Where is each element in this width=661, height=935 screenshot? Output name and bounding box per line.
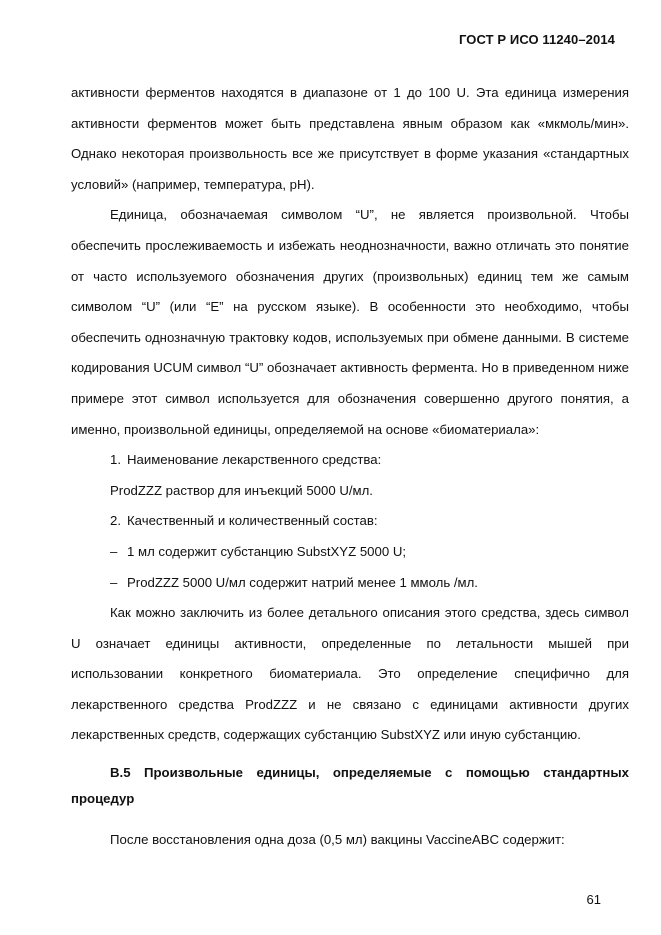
- paragraph-enzyme-activity: активности ферментов находятся в диапазоне от 1 до 100 U. Эта единица измерения активности ферментов может быть представлена явным образом как «мкмоль/мин». Однако некоторая произвольность все же присутствует в форме указания «стандартных условий» (например, температура, pH).: [71, 85, 629, 192]
- standard-header: ГОСТ Р ИСО 11240–2014: [458, 32, 615, 47]
- list-item-text: Наименование лекарственного средства:: [127, 452, 382, 468]
- paragraph-vaccine: После восстановления одна доза (0,5 мл) вакцины VaccineABC содержит:: [110, 832, 565, 848]
- bullet-text: ProdZZZ 5000 U/мл содержит натрий менее 1 ммоль /мл.: [127, 574, 478, 590]
- list-item: [71, 445, 629, 476]
- list-number: 2.: [110, 513, 121, 529]
- dash-bullet: –: [110, 543, 118, 559]
- bullet-item: [71, 537, 629, 568]
- list-number: 1.: [110, 452, 121, 468]
- bullet-item: [71, 568, 629, 599]
- document-body: [71, 78, 629, 856]
- section-heading: [71, 760, 629, 812]
- product-name-line: ProdZZZ раствор для инъекций 5000 U/мл.: [110, 482, 373, 498]
- list-item-text: Качественный и количественный состав:: [127, 513, 378, 529]
- paragraph-unit-symbol: Единица, обозначаемая символом “U”, не является произвольной. Чтобы обеспечить прослеживаемость и избежать неоднозначности, важно отличать это понятие от часто используемого обозначения других (произвольных) единиц тем же самым символом “U” (или “E” на русском языке). В особенности это необходимо, чтобы обеспечить однозначную трактовку кодов, используемых при обмене данными. В системе кодирования UCUM символ “U” обозначает активность фермента. Но в приведенном ниже примере этот символ используется для обозначения совершенно другого понятия, а именно, произвольной единицы, определяемой на основе «биоматериала»:: [71, 207, 629, 437]
- page-number: 61: [586, 892, 601, 907]
- section-title: Произвольные единицы, определяемые с помощью стандартных процедур: [71, 765, 629, 807]
- bullet-text: 1 мл содержит субстанцию SubstXYZ 5000 U;: [127, 543, 407, 559]
- section-number: B.5: [110, 765, 131, 781]
- list-item: [71, 506, 629, 537]
- paragraph-conclusion: Как можно заключить из более детального описания этого средства, здесь символ U означает единицы активности, определенные по летальности мышей при использовании конкретного биоматериала. Это определение специфично для лекарственного средства ProdZZZ и не связано с единицами активности других лекарственных средств, содержащих субстанцию SubstXYZ или иную субстанцию.: [71, 605, 629, 743]
- dash-bullet: –: [110, 574, 118, 590]
